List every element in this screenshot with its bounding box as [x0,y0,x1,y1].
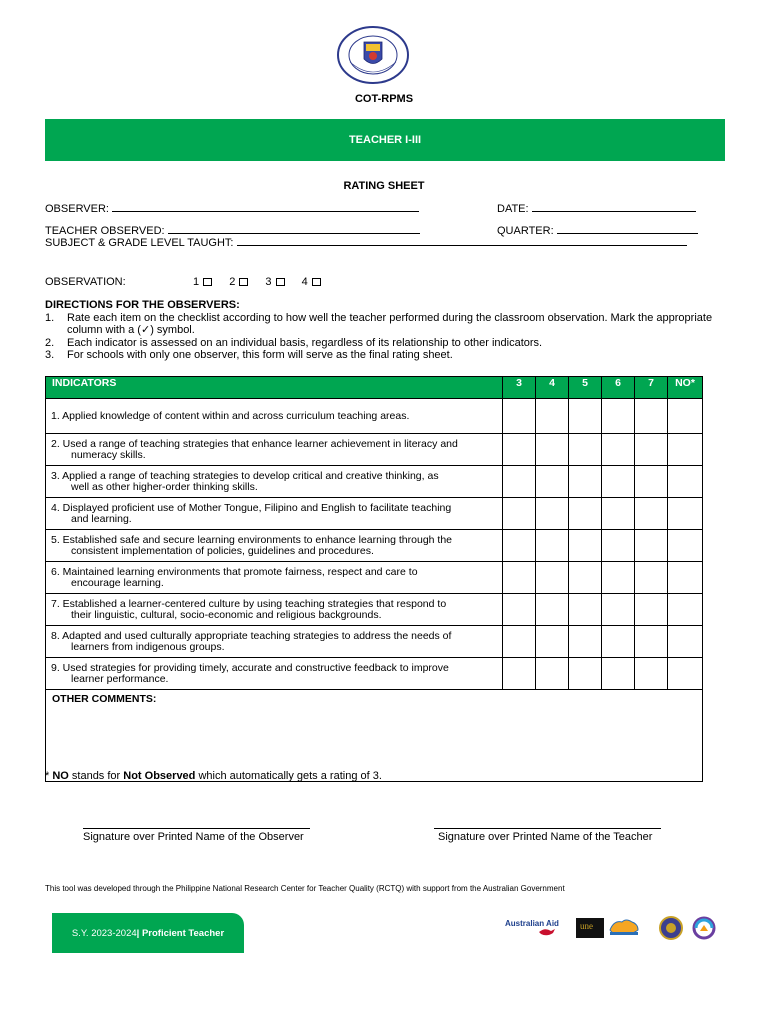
rating-cell[interactable] [668,399,703,434]
score-6-header: 6 [602,377,635,399]
table-row [46,498,703,530]
subject-blank[interactable] [237,236,687,246]
indicator-text-first-line: 6. Maintained learning environments that promote fairness, respect and care to [51,565,418,578]
rating-cell[interactable] [602,530,635,562]
rating-cell[interactable] [635,530,668,562]
observer-field[interactable] [45,202,419,215]
indicator-text [46,399,503,434]
score-4-header: 4 [536,377,569,399]
indicator-text-continuation: and learning. [71,512,132,525]
rating-cell[interactable] [569,594,602,626]
observer-signature-line[interactable] [83,828,310,829]
indicator-text [46,498,503,530]
observer-label: OBSERVER: [45,203,109,215]
indicator-text-continuation: consistent implementation of policies, guidelines and procedures. [71,544,374,557]
indicator-text-first-line: 3. Applied a range of teaching strategies to develop critical and creative thinking, as [51,469,439,482]
observation-option-2[interactable]: 2 [229,276,248,288]
rating-cell[interactable] [503,498,536,530]
table-row [46,626,703,658]
other-comments-box[interactable] [46,690,703,782]
school-year-label: S.Y. 2023-2024 [71,927,137,939]
indicator-text-first-line: 9. Used strategies for providing timely, accurate and constructive feedback to improve [51,661,449,674]
rating-cell[interactable] [668,562,703,594]
rating-cell[interactable] [569,530,602,562]
rating-cell[interactable] [668,434,703,466]
rating-cell[interactable] [635,498,668,530]
rating-cell[interactable] [602,434,635,466]
indicator-text-continuation: well as other higher-order thinking skills. [71,480,258,493]
table-header-row [46,377,703,399]
rating-cell[interactable] [635,466,668,498]
observation-options [193,276,335,288]
rating-cell[interactable] [569,498,602,530]
indicator-text [46,626,503,658]
score-7-header: 7 [635,377,668,399]
rating-cell[interactable] [602,466,635,498]
banner-label: TEACHER I-III [348,134,422,146]
rating-cell[interactable] [569,562,602,594]
observation-label: OBSERVATION: [45,276,126,288]
directions-section [45,299,725,362]
rating-cell[interactable] [536,626,569,658]
rating-cell[interactable] [569,466,602,498]
indicator-text [46,466,503,498]
rating-cell[interactable] [503,399,536,434]
quarter-label: QUARTER: [497,225,554,237]
rating-cell[interactable] [602,626,635,658]
subject-label: SUBJECT & GRADE LEVEL TAUGHT: [45,237,234,249]
indicators-header: INDICATORS [46,377,503,399]
observation-option-1[interactable]: 1 [193,276,212,288]
rating-cell[interactable] [536,658,569,690]
rating-cell[interactable] [635,658,668,690]
table-row [46,434,703,466]
rating-cell[interactable] [569,399,602,434]
rating-cell[interactable] [503,530,536,562]
rating-cell[interactable] [602,562,635,594]
table-row [46,399,703,434]
rating-cell[interactable] [668,626,703,658]
observation-option-4[interactable]: 4 [302,276,321,288]
une-logo [576,918,604,938]
indicator-text-first-line: 4. Displayed proficient use of Mother Tongue, Filipino and English to facilitate teaching [51,501,452,514]
rating-cell[interactable] [635,594,668,626]
date-blank[interactable] [532,202,696,212]
rating-cell[interactable] [635,562,668,594]
rating-cell[interactable] [602,594,635,626]
rating-cell[interactable] [602,399,635,434]
indicator-text-continuation: their linguistic, cultural, socio-economic and religious backgrounds. [71,608,382,621]
rating-cell[interactable] [536,434,569,466]
rating-cell[interactable] [602,498,635,530]
indicator-text [46,658,503,690]
indicator-text-first-line: 5. Established safe and secure learning environments to enhance learning through the [51,533,453,546]
rating-cell[interactable] [503,658,536,690]
other-comments-label: OTHER COMMENTS: [52,693,157,705]
rating-cell[interactable] [668,658,703,690]
rating-cell[interactable] [635,626,668,658]
checkbox-icon[interactable] [276,278,285,286]
date-label: DATE: [497,203,529,215]
teacher-observed-blank[interactable] [168,224,420,234]
rating-cell[interactable] [668,594,703,626]
teacher-level-banner [45,119,725,161]
table-row [46,562,703,594]
score-3-header: 3 [503,377,536,399]
not-observed-header: NO* [668,377,703,399]
indicator-text [46,530,503,562]
rating-cell[interactable] [503,626,536,658]
rating-cell[interactable] [536,498,569,530]
rating-cell[interactable] [635,434,668,466]
rating-cell[interactable] [503,562,536,594]
rating-cell[interactable] [635,399,668,434]
rating-cell[interactable] [536,562,569,594]
indicator-text-first-line: 2. Used a range of teaching strategies that enhance learner achievement in literacy and [51,437,458,450]
rating-cell[interactable] [536,466,569,498]
rating-cell[interactable] [536,530,569,562]
rating-cell[interactable] [503,466,536,498]
rctq-credit-text: This tool was developed through the Philippine National Research Center for Teacher Quality (RCTQ) with support from the Australian Government [45,884,565,893]
form-title: COT-RPMS [354,93,414,105]
observation-option-3[interactable]: 3 [265,276,284,288]
indicator-text-first-line: 7. Established a learner-centered culture by using teaching strategies that respond to [51,597,447,610]
direction-item: 3. For schools with only one observer, this form will serve as the final rating sheet. [45,349,453,362]
rctq-logo [688,916,720,940]
indicator-text-continuation: learner performance. [71,672,169,685]
indicator-text-continuation: numeracy skills. [71,448,146,461]
proficient-teacher-label: | Proficient Teacher [136,927,225,939]
indicator-text-first-line: 8. Adapted and used culturally appropriate teaching strategies to address the needs of [51,629,452,642]
indicators-table [45,376,703,782]
direction-item: 2. Each indicator is assessed on an individual basis, regardless of its relationship to other indicators. [45,336,543,349]
table-row [46,658,703,690]
rating-cell[interactable] [668,530,703,562]
rating-cell[interactable] [569,658,602,690]
checkbox-icon[interactable] [203,278,212,286]
rating-sheet-heading: RATING SHEET [343,180,425,192]
indicator-text-continuation: encourage learning. [71,576,164,589]
australian-aid-logo [503,918,563,938]
rating-cell[interactable] [569,626,602,658]
australian-aid-logo-text: Australian Aid [505,919,559,928]
rating-cell[interactable] [503,434,536,466]
teacher-signature-label: Signature over Printed Name of the Teacher [438,831,653,843]
observer-signature-label: Signature over Printed Name of the Observer [83,831,304,843]
rating-cell[interactable] [569,434,602,466]
table-row [46,466,703,498]
observer-blank[interactable] [112,202,419,212]
school-year-badge [52,913,244,953]
score-5-header: 5 [569,377,602,399]
directions-heading: DIRECTIONS FOR THE OBSERVERS: [45,299,240,311]
checkbox-icon[interactable] [239,278,248,286]
indicator-text-continuation: learners from indigenous groups. [71,640,225,653]
rating-cell[interactable] [602,658,635,690]
table-row [46,594,703,626]
indicator-text [46,562,503,594]
teacher-signature-line[interactable] [434,828,661,829]
teacher-observed-label: TEACHER OBSERVED: [45,225,165,237]
quarter-blank[interactable] [557,224,698,234]
indicator-text-first-line: 1. Applied knowledge of content within and across curriculum teaching areas. [51,409,410,422]
indicator-text [46,594,503,626]
rating-cell[interactable] [536,399,569,434]
not-observed-note: * NO stands for Not Observed which automatically gets a rating of 3. [45,770,382,782]
subject-field[interactable] [45,236,687,249]
rating-cell[interactable] [668,498,703,530]
other-comments-row [46,690,703,782]
table-row [46,530,703,562]
checkbox-icon[interactable] [312,278,321,286]
indicator-text [46,434,503,466]
une-logo-text: une [580,921,593,931]
agency-seal-logo [656,916,686,940]
date-field[interactable] [497,202,696,215]
rating-cell[interactable] [668,466,703,498]
direction-item: 1. Rate each item on the checklist according to how well the teacher performed during the classroom observation. Mark the appropriate column with a (✓) symbol. [45,311,713,337]
deped-seal-logo [336,26,410,84]
seameo-logo [608,916,640,938]
rating-cell[interactable] [503,594,536,626]
rating-cell[interactable] [536,594,569,626]
